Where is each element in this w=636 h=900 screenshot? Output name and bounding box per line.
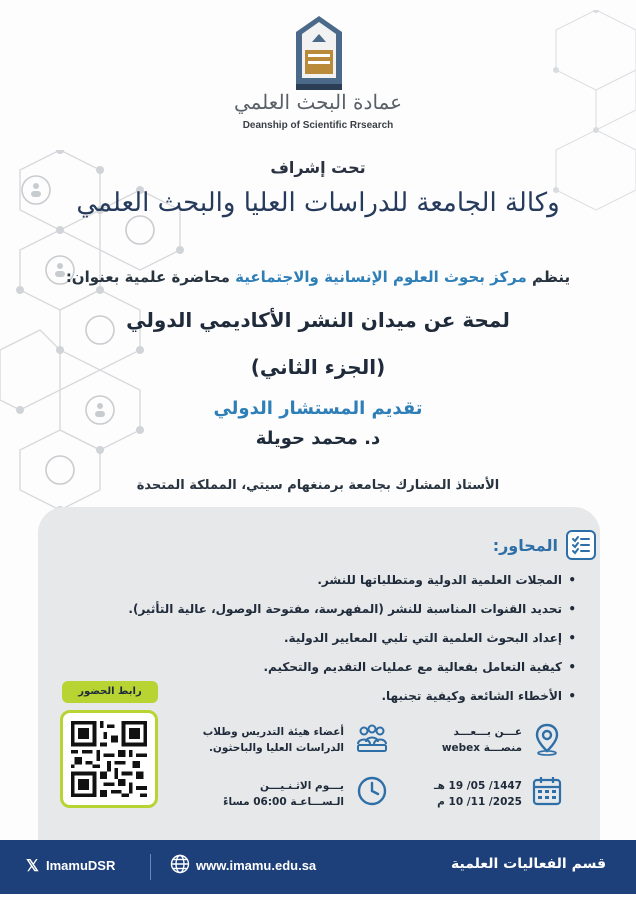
audience-line2: الدراسات العليا والباحثون.	[208, 742, 344, 754]
date-hijri: 1447/ 05/ 19 هـ	[433, 780, 522, 792]
axes-item: • المجلات العلمية الدولية ومتطلباتها للنشر.	[76, 566, 576, 595]
audience-info	[194, 724, 344, 756]
footer-department: قسم الفعاليات العلمية	[451, 856, 606, 872]
university-logo-icon	[290, 14, 348, 92]
lecture-part: (الجزء الثاني)	[250, 355, 386, 379]
event-time: الـســـاعـة 06:00 مساءً	[223, 796, 344, 808]
mode-platform: منصـــة webex	[441, 742, 522, 754]
footer-divider	[150, 854, 151, 880]
deanship-arabic-logotype: عمادة البحث العلمي	[233, 90, 403, 114]
presented-by: تقديم المستشار الدولي	[213, 398, 423, 419]
attendance-qr-frame[interactable]	[60, 710, 158, 808]
globe-icon	[170, 854, 190, 874]
organizes-suffix: محاضرة علمية بعنوان:	[65, 268, 230, 286]
attendance-link-button[interactable]: رابط الحضور	[62, 681, 158, 703]
location-pin-icon	[530, 722, 564, 756]
audience-line1: أعضاء هيئة التدريس وطلاب	[202, 726, 344, 738]
axes-item: • تحديد القنوات المناسبة للنشر (المفهرسة، مفتوحة الوصول، عالية التأثير).	[76, 595, 576, 624]
date-gregorian: 2025/ 11/ 10 م	[437, 796, 522, 808]
speaker-name: د. محمد حويلة	[255, 428, 381, 449]
clock-icon	[355, 774, 389, 808]
x-handle-link[interactable]: ImamuDSR	[46, 858, 116, 873]
audience-icon	[355, 722, 389, 756]
axes-title: المحاور:	[492, 535, 558, 555]
calendar-icon	[530, 774, 564, 808]
organizes-prefix: ينظم	[532, 268, 571, 286]
deanship-english-name: Deanship of Scientific Rrsearch	[242, 120, 394, 131]
checklist-icon	[566, 530, 596, 560]
organizes-center: مركز بحوث العلوم الإنسانية والاجتماعية	[235, 268, 527, 286]
date-info	[402, 778, 522, 810]
website-link[interactable]: www.imamu.edu.sa	[196, 858, 317, 873]
attendance-qr-code[interactable]	[71, 721, 147, 797]
supervision-label: تحت إشراف	[270, 158, 366, 177]
organizes-line	[0, 268, 636, 286]
time-info	[194, 778, 344, 810]
mode-remote: عـــن بـــعـــد	[453, 726, 522, 738]
vice-rectorate-name: وكالة الجامعة للدراسات العليا والبحث العلمي	[76, 188, 560, 218]
lecture-title: لمحة عن ميدان النشر الأكاديمي الدولي	[126, 308, 510, 332]
axes-item: • إعداد البحوث العلمية التي تلبي المعايير الدولية.	[76, 624, 576, 653]
mode-info	[402, 724, 522, 756]
speaker-affiliation: الأستاذ المشارك بجامعة برمنغهام سيتي، المملكة المتحدة	[136, 478, 500, 493]
x-social-icon[interactable]: 𝕏	[26, 858, 39, 875]
axes-item: • كيفية التعامل بفعالية مع عمليات التقديم والتحكيم.	[76, 653, 576, 682]
axes-header	[493, 530, 596, 560]
footer-bar	[0, 840, 636, 894]
axes-item: • الأخطاء الشائعة وكيفية تجنبها.	[76, 682, 576, 711]
event-day: يـــوم الاثـنـيـــن	[260, 780, 344, 792]
